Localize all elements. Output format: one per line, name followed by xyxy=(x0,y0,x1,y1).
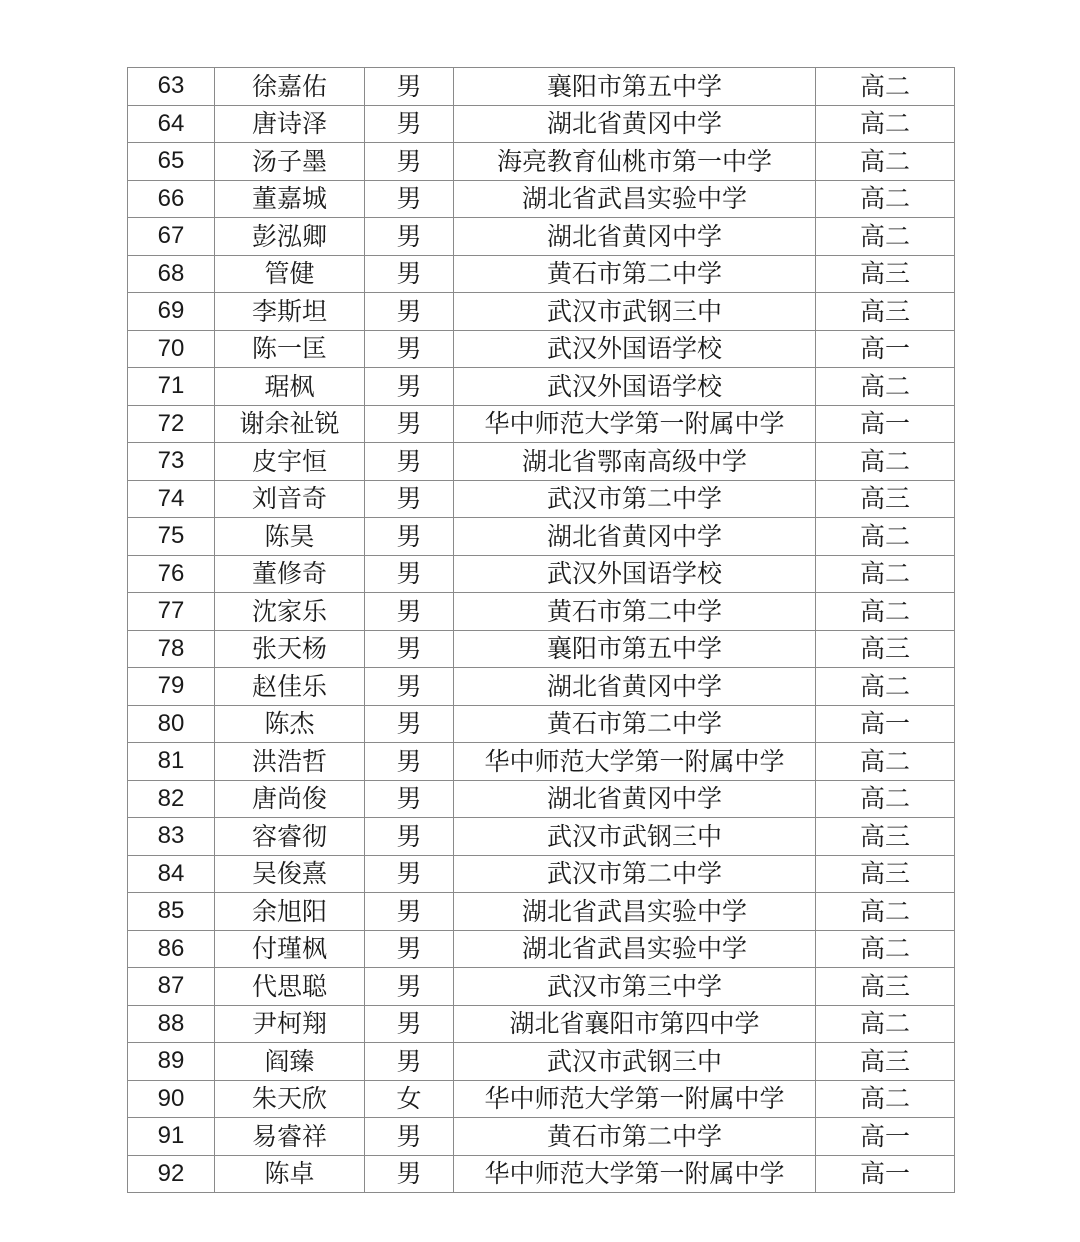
table-row xyxy=(128,68,955,106)
cell-gender: 男 xyxy=(365,630,454,668)
cell-name: 管健 xyxy=(215,255,365,293)
cell-grade: 高一 xyxy=(816,1155,955,1193)
cell-number: 73 xyxy=(128,443,215,481)
cell-number: 74 xyxy=(128,480,215,518)
cell-name: 朱天欣 xyxy=(215,1080,365,1118)
cell-school: 武汉市第三中学 xyxy=(454,968,816,1006)
cell-number: 68 xyxy=(128,255,215,293)
cell-name: 陈杰 xyxy=(215,705,365,743)
cell-grade: 高二 xyxy=(816,143,955,181)
cell-name: 代思聪 xyxy=(215,968,365,1006)
cell-name: 琚枫 xyxy=(215,368,365,406)
cell-school: 湖北省黄冈中学 xyxy=(454,218,816,256)
cell-name: 阎臻 xyxy=(215,1043,365,1081)
table-row xyxy=(128,518,955,556)
table-row xyxy=(128,368,955,406)
cell-grade: 高一 xyxy=(816,405,955,443)
table-row xyxy=(128,443,955,481)
table-row xyxy=(128,1080,955,1118)
cell-school: 华中师范大学第一附属中学 xyxy=(454,743,816,781)
cell-name: 易睿祥 xyxy=(215,1118,365,1156)
cell-number: 63 xyxy=(128,68,215,106)
cell-name: 徐嘉佑 xyxy=(215,68,365,106)
cell-gender: 男 xyxy=(365,818,454,856)
table-row xyxy=(128,555,955,593)
cell-number: 64 xyxy=(128,105,215,143)
table-row xyxy=(128,105,955,143)
cell-school: 湖北省黄冈中学 xyxy=(454,780,816,818)
cell-grade: 高二 xyxy=(816,180,955,218)
cell-name: 刘音奇 xyxy=(215,480,365,518)
cell-number: 85 xyxy=(128,893,215,931)
cell-name: 沈家乐 xyxy=(215,593,365,631)
cell-grade: 高一 xyxy=(816,1118,955,1156)
cell-grade: 高二 xyxy=(816,780,955,818)
cell-number: 65 xyxy=(128,143,215,181)
cell-name: 洪浩哲 xyxy=(215,743,365,781)
cell-number: 83 xyxy=(128,818,215,856)
cell-gender: 男 xyxy=(365,1043,454,1081)
table-row xyxy=(128,818,955,856)
roster-body xyxy=(128,68,955,1193)
table-row xyxy=(128,405,955,443)
cell-school: 湖北省武昌实验中学 xyxy=(454,893,816,931)
cell-gender: 男 xyxy=(365,930,454,968)
table-row xyxy=(128,968,955,1006)
cell-name: 赵佳乐 xyxy=(215,668,365,706)
cell-name: 容睿彻 xyxy=(215,818,365,856)
cell-name: 余旭阳 xyxy=(215,893,365,931)
cell-name: 付瑾枫 xyxy=(215,930,365,968)
cell-gender: 男 xyxy=(365,593,454,631)
cell-grade: 高二 xyxy=(816,518,955,556)
cell-number: 82 xyxy=(128,780,215,818)
cell-grade: 高三 xyxy=(816,818,955,856)
cell-number: 81 xyxy=(128,743,215,781)
table-row xyxy=(128,480,955,518)
roster-sheet xyxy=(127,67,954,1193)
cell-name: 张天杨 xyxy=(215,630,365,668)
cell-school: 华中师范大学第一附属中学 xyxy=(454,1080,816,1118)
cell-school: 湖北省黄冈中学 xyxy=(454,518,816,556)
cell-number: 72 xyxy=(128,405,215,443)
cell-gender: 男 xyxy=(365,855,454,893)
cell-grade: 高三 xyxy=(816,1043,955,1081)
cell-school: 湖北省武昌实验中学 xyxy=(454,180,816,218)
cell-school: 湖北省襄阳市第四中学 xyxy=(454,1005,816,1043)
table-row xyxy=(128,668,955,706)
cell-name: 董嘉城 xyxy=(215,180,365,218)
cell-number: 75 xyxy=(128,518,215,556)
cell-grade: 高二 xyxy=(816,368,955,406)
cell-grade: 高二 xyxy=(816,743,955,781)
cell-gender: 男 xyxy=(365,705,454,743)
cell-name: 汤子墨 xyxy=(215,143,365,181)
cell-grade: 高三 xyxy=(816,630,955,668)
cell-grade: 高二 xyxy=(816,1005,955,1043)
cell-number: 70 xyxy=(128,330,215,368)
cell-name: 陈一匡 xyxy=(215,330,365,368)
cell-name: 唐诗泽 xyxy=(215,105,365,143)
cell-gender: 女 xyxy=(365,1080,454,1118)
cell-number: 87 xyxy=(128,968,215,1006)
cell-gender: 男 xyxy=(365,780,454,818)
table-row xyxy=(128,1118,955,1156)
cell-grade: 高三 xyxy=(816,480,955,518)
table-row xyxy=(128,1043,955,1081)
cell-grade: 高二 xyxy=(816,68,955,106)
table-row xyxy=(128,143,955,181)
table-row xyxy=(128,780,955,818)
cell-grade: 高三 xyxy=(816,968,955,1006)
cell-school: 华中师范大学第一附属中学 xyxy=(454,405,816,443)
cell-gender: 男 xyxy=(365,330,454,368)
cell-number: 84 xyxy=(128,855,215,893)
cell-number: 71 xyxy=(128,368,215,406)
cell-gender: 男 xyxy=(365,893,454,931)
cell-number: 67 xyxy=(128,218,215,256)
table-row xyxy=(128,180,955,218)
cell-school: 襄阳市第五中学 xyxy=(454,630,816,668)
cell-name: 董修奇 xyxy=(215,555,365,593)
table-row xyxy=(128,855,955,893)
cell-school: 黄石市第二中学 xyxy=(454,255,816,293)
cell-name: 陈卓 xyxy=(215,1155,365,1193)
table-row xyxy=(128,218,955,256)
cell-name: 李斯坦 xyxy=(215,293,365,331)
cell-grade: 高二 xyxy=(816,555,955,593)
cell-gender: 男 xyxy=(365,368,454,406)
cell-school: 武汉市武钢三中 xyxy=(454,818,816,856)
table-row xyxy=(128,255,955,293)
cell-grade: 高二 xyxy=(816,668,955,706)
cell-gender: 男 xyxy=(365,743,454,781)
cell-school: 华中师范大学第一附属中学 xyxy=(454,1155,816,1193)
cell-name: 尹柯翔 xyxy=(215,1005,365,1043)
cell-number: 90 xyxy=(128,1080,215,1118)
cell-grade: 高三 xyxy=(816,855,955,893)
cell-name: 谢余祉锐 xyxy=(215,405,365,443)
cell-name: 皮宇恒 xyxy=(215,443,365,481)
cell-name: 彭泓卿 xyxy=(215,218,365,256)
cell-gender: 男 xyxy=(365,1005,454,1043)
table-row xyxy=(128,1005,955,1043)
cell-grade: 高二 xyxy=(816,105,955,143)
cell-school: 湖北省黄冈中学 xyxy=(454,105,816,143)
cell-school: 襄阳市第五中学 xyxy=(454,68,816,106)
cell-number: 86 xyxy=(128,930,215,968)
cell-number: 91 xyxy=(128,1118,215,1156)
cell-number: 78 xyxy=(128,630,215,668)
cell-gender: 男 xyxy=(365,480,454,518)
cell-number: 77 xyxy=(128,593,215,631)
cell-gender: 男 xyxy=(365,143,454,181)
cell-grade: 高二 xyxy=(816,893,955,931)
cell-school: 湖北省鄂南高级中学 xyxy=(454,443,816,481)
table-row xyxy=(128,743,955,781)
cell-school: 武汉市武钢三中 xyxy=(454,293,816,331)
cell-gender: 男 xyxy=(365,293,454,331)
table-row xyxy=(128,1155,955,1193)
cell-name: 唐尚俊 xyxy=(215,780,365,818)
table-row xyxy=(128,930,955,968)
cell-gender: 男 xyxy=(365,1118,454,1156)
cell-grade: 高二 xyxy=(816,1080,955,1118)
cell-gender: 男 xyxy=(365,668,454,706)
cell-grade: 高二 xyxy=(816,218,955,256)
cell-gender: 男 xyxy=(365,968,454,1006)
cell-name: 陈昊 xyxy=(215,518,365,556)
cell-gender: 男 xyxy=(365,105,454,143)
cell-gender: 男 xyxy=(365,405,454,443)
cell-school: 黄石市第二中学 xyxy=(454,705,816,743)
table-row xyxy=(128,630,955,668)
cell-grade: 高一 xyxy=(816,705,955,743)
cell-number: 69 xyxy=(128,293,215,331)
cell-gender: 男 xyxy=(365,218,454,256)
cell-school: 武汉外国语学校 xyxy=(454,555,816,593)
cell-school: 武汉外国语学校 xyxy=(454,330,816,368)
cell-grade: 高二 xyxy=(816,930,955,968)
cell-grade: 高二 xyxy=(816,593,955,631)
cell-gender: 男 xyxy=(365,180,454,218)
cell-gender: 男 xyxy=(365,255,454,293)
table-row xyxy=(128,893,955,931)
cell-grade: 高一 xyxy=(816,330,955,368)
cell-school: 湖北省武昌实验中学 xyxy=(454,930,816,968)
student-roster-table xyxy=(127,67,955,1193)
cell-number: 92 xyxy=(128,1155,215,1193)
cell-gender: 男 xyxy=(365,68,454,106)
cell-number: 89 xyxy=(128,1043,215,1081)
table-row xyxy=(128,293,955,331)
cell-school: 武汉市第二中学 xyxy=(454,855,816,893)
cell-number: 88 xyxy=(128,1005,215,1043)
cell-gender: 男 xyxy=(365,518,454,556)
cell-number: 79 xyxy=(128,668,215,706)
cell-school: 武汉外国语学校 xyxy=(454,368,816,406)
cell-gender: 男 xyxy=(365,1155,454,1193)
cell-grade: 高三 xyxy=(816,255,955,293)
cell-grade: 高二 xyxy=(816,443,955,481)
cell-number: 66 xyxy=(128,180,215,218)
cell-grade: 高三 xyxy=(816,293,955,331)
cell-name: 吴俊熹 xyxy=(215,855,365,893)
cell-gender: 男 xyxy=(365,443,454,481)
cell-school: 武汉市第二中学 xyxy=(454,480,816,518)
cell-school: 黄石市第二中学 xyxy=(454,593,816,631)
table-row xyxy=(128,593,955,631)
table-row xyxy=(128,330,955,368)
cell-school: 武汉市武钢三中 xyxy=(454,1043,816,1081)
cell-number: 80 xyxy=(128,705,215,743)
cell-school: 海亮教育仙桃市第一中学 xyxy=(454,143,816,181)
cell-school: 黄石市第二中学 xyxy=(454,1118,816,1156)
table-row xyxy=(128,705,955,743)
cell-gender: 男 xyxy=(365,555,454,593)
cell-school: 湖北省黄冈中学 xyxy=(454,668,816,706)
cell-number: 76 xyxy=(128,555,215,593)
